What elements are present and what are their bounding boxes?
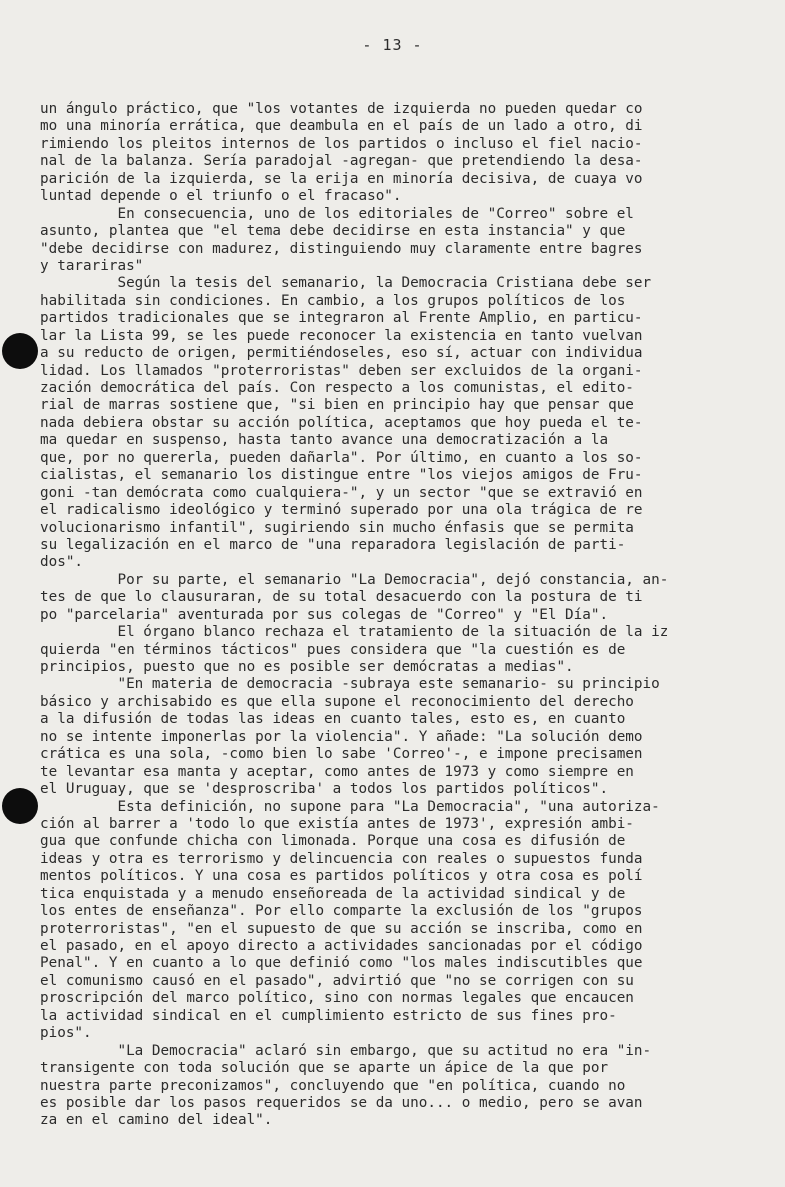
text-line: quierda "en términos tácticos" pues considera que "la cuestión es de [40,641,626,658]
text-line: "En materia de democracia -subraya este semanario- su principio [40,676,660,693]
text-line: el radicalismo ideológico y terminó superado por una ola trágica de re [40,502,643,519]
text-line: es posible dar los pasos requeridos se da uno... o medio, pero se avan [40,1094,643,1111]
punch-hole [2,333,38,369]
text-line: volucionarismo infantil", sugiriendo sin mucho énfasis que se permita [40,519,634,536]
text-line: crática es una sola, -como bien lo sabe 'Correo'-, e impone precisamen [40,746,643,763]
text-line: los entes de enseñanza". Por ello comparte la exclusión de los "grupos [40,903,643,920]
text-line: dos". [40,554,84,571]
text-line: Por su parte, el semanario "La Democracia", dejó constancia, an- [40,571,669,588]
text-line: mentos políticos. Y una cosa es partidos políticos y otra cosa es polí [40,868,643,885]
text-line: habilitada sin condiciones. En cambio, a los grupos políticos de los [40,292,626,309]
text-line: el pasado, en el apoyo directo a actividades sancionadas por el código [40,938,643,954]
text-line: tes de que lo clausuraran, de su total desacuerdo con la postura de ti [40,589,643,606]
text-line: no se intente imponerlas por la violencia". Y añade: "La solución demo [40,728,643,745]
text-line: el comunismo causó en el pasado", advirtió que "no se corrigen con su [40,972,634,989]
text-line: un ángulo práctico, que "los votantes de izquierda no pueden quedar co [40,101,643,117]
text-line: el Uruguay, que se 'desproscriba' a todos los partidos políticos". [40,781,609,798]
text-line: Esta definición, no supone para "La Democracia", "una autoriza- [40,798,660,815]
text-line: Según la tesis del semanario, la Democracia Cristiana debe ser [40,275,652,292]
text-line: proscripción del marco político, sino con normas legales que encaucen [40,990,634,1007]
body-text [40,101,760,1130]
text-line: goni -tan demócrata como cualquiera-", y un sector "que se extravió en [40,484,643,501]
text-line: lidad. Los llamados "proterroristas" deben ser excluidos de la organi- [40,362,643,379]
punch-hole [2,788,38,824]
text-line: la actividad sindical en el cumplimiento estricto de sus fines pro- [40,1007,617,1024]
text-line: transigente con toda solución que se aparte un ápice de la que por [40,1060,609,1077]
text-line: partidos tradicionales que se integraron al Frente Amplio, en particu- [40,310,643,327]
text-line: mo una minoría errática, que deambula en el país de un lado a otro, di [40,118,643,135]
text-line: cialistas, el semanario los distingue entre "los viejos amigos de Fru- [40,467,643,484]
text-line: te levantar esa manta y aceptar, como antes de 1973 y como siempre en [40,763,634,780]
text-line: pios". [40,1025,92,1042]
text-line: principios, puesto que no es posible ser demócratas a medias". [40,659,574,675]
text-line: rial de marras sostiene que, "si bien en principio hay que pensar que [40,397,634,414]
text-line: En consecuencia, uno de los editoriales de "Correo" sobre el [40,205,634,222]
text-line: que, por no quererla, pueden dañarla". Por último, en cuanto a los so- [40,449,643,466]
text-line: rimiendo los pleitos internos de los partidos o incluso el fiel nacio- [40,135,643,152]
text-line: a su reducto de origen, permitiéndoseles, eso sí, actuar con individua [40,345,643,362]
text-line: Penal". Y en cuanto a lo que definió como "los males indiscutibles que [40,955,643,972]
text-line: lar la Lista 99, se les puede reconocer la existencia en tanto vuelvan [40,327,643,344]
text-line: nuestra parte preconizamos", concluyendo que "en política, cuando no [40,1077,626,1094]
text-line: su legalización en el marco de "una reparadora legislación de parti- [40,536,626,553]
text-line: gua que confunde chicha con limonada. Porque una cosa es difusión de [40,833,626,850]
text-line: nada debiera obstar su acción política, aceptamos que hoy pueda el te- [40,414,643,431]
text-line: ma quedar en suspenso, hasta tanto avance una democratización a la [40,432,609,449]
text-line: tica enquistada y a menudo enseñoreada de la actividad sindical y de [40,885,626,902]
text-line: El órgano blanco rechaza el tratamiento de la situación de la iz [40,624,669,641]
text-line: za en el camino del ideal". [40,1112,273,1129]
text-line: ideas y otra es terrorismo y delincuencia con reales o supuestos funda [40,850,643,867]
text-line: y tarariras" [40,257,144,274]
text-line: "debe decidirse con madurez, distinguiendo muy claramente entre bagres [40,240,643,257]
text-line: po "parcelaria" aventurada por sus colegas de "Correo" y "El Día". [40,606,609,623]
text-line: ción al barrer a 'todo lo que existía antes de 1973', expresión ambi- [40,815,634,832]
text-line: proterroristas", "en el supuesto de que su acción se inscriba, como en [40,920,643,937]
page-number: - 13 - [362,36,423,54]
text-line: luntad depende o el triunfo o el fracaso". [40,188,402,205]
text-line: "La Democracia" aclaró sin embargo, que su actitud no era "in- [40,1042,652,1059]
text-line: zación democrática del país. Con respecto a los comunistas, el edito- [40,380,634,396]
text-line: básico y archisabido es que ella supone el reconocimiento del derecho [40,693,634,710]
text-line: asunto, plantea que "el tema debe decidirse en esta instancia" y que [40,223,626,240]
text-line: nal de la balanza. Sería paradojal -agregan- que pretendiendo la desa- [40,153,643,170]
text-line: a la difusión de todas las ideas en cuanto tales, esto es, en cuanto [40,711,626,728]
text-line: parición de la izquierda, se la erija en minoría decisiva, de cuaya vo [40,170,643,187]
